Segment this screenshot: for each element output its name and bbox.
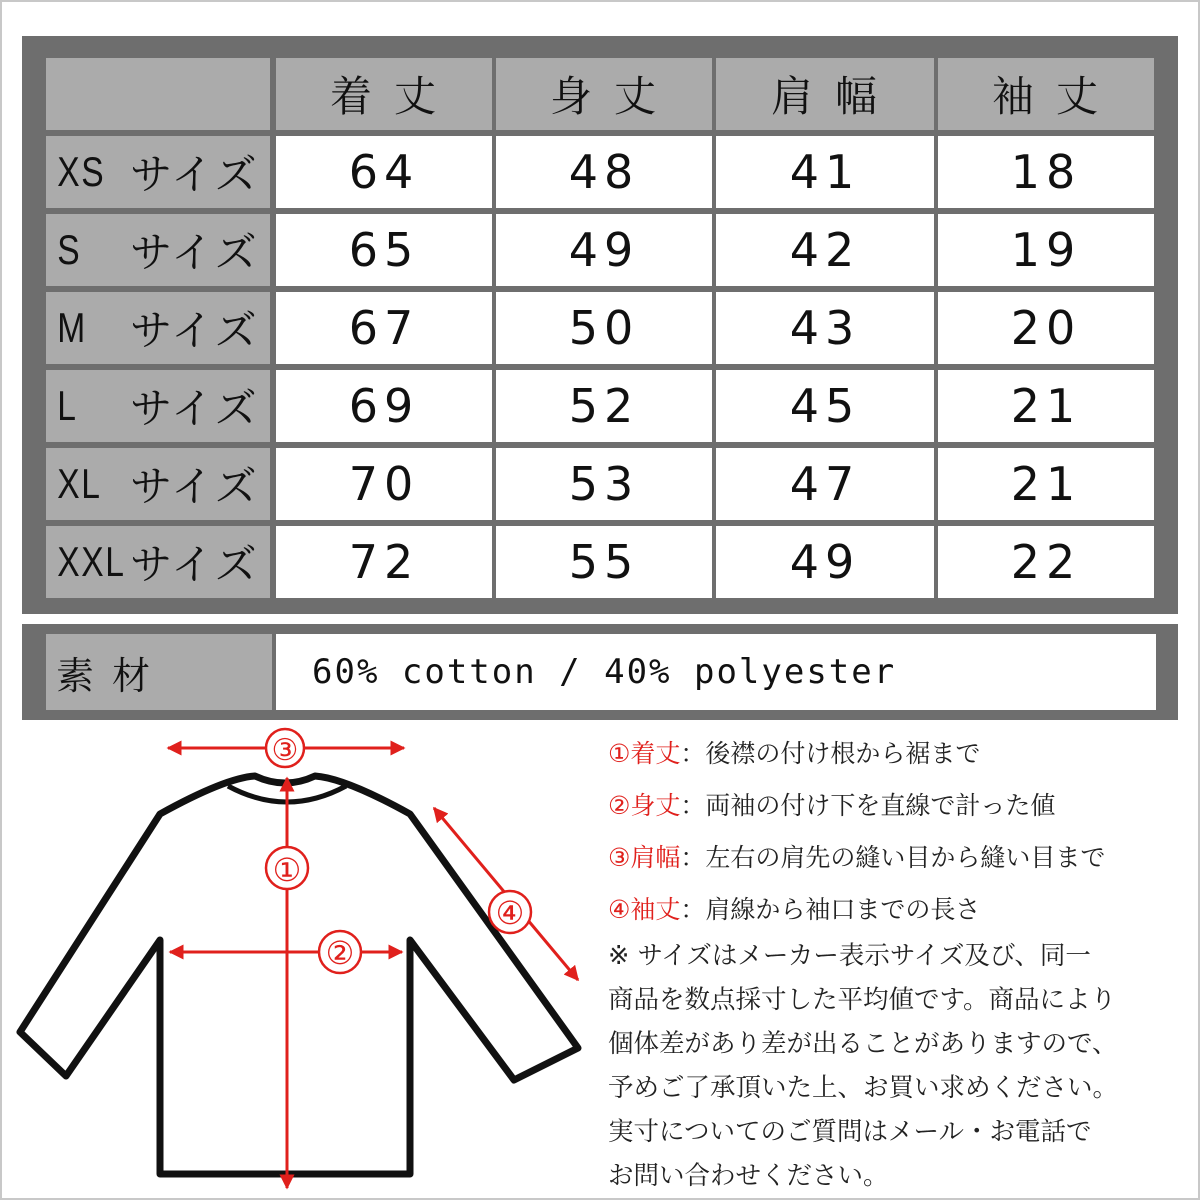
table-cell: 41 [716,136,934,208]
table-cell: 47 [716,448,934,520]
size-suffix: サイズ [130,306,259,355]
size-code: XL [57,460,102,507]
table-cell: 72 [276,526,492,598]
table-cell: 52 [496,370,712,442]
table-cell: 64 [276,136,492,208]
row-label-xs [46,136,270,208]
definition-shoulder-width [608,838,1105,874]
definition-tag: ③肩幅 [608,843,681,872]
material-value: 60% cotton / 40% polyester [276,634,1156,710]
garment-diagram [0,726,600,1200]
table-cell: 48 [496,136,712,208]
table-cell: 70 [276,448,492,520]
definition-sleeve-length [608,890,980,926]
definition-text: ：両袖の付け下を直線で計った値 [680,791,1056,820]
size-code: XS [57,148,106,195]
table-cell: 20 [938,292,1154,364]
remark-line: 個体差があり差が出ることがありますので、 [608,1029,1118,1059]
header-length: 着丈 [276,58,492,130]
size-suffix: サイズ [130,384,259,433]
table-cell: 49 [496,214,712,286]
definition-tag: ①着丈 [608,739,681,768]
marker-4: ④ [495,894,525,932]
table-cell: 50 [496,292,712,364]
size-code: L [57,382,78,429]
row-label-m [46,292,270,364]
marker-3: ③ [271,733,299,768]
table-cell: 18 [938,136,1154,208]
size-suffix: サイズ [130,540,259,589]
row-label-s [46,214,270,286]
table-cell: 55 [496,526,712,598]
table-cell: 45 [716,370,934,442]
row-label-l [46,370,270,442]
table-cell: 19 [938,214,1154,286]
definition-body-width [608,786,1055,822]
material-label: 素材 [46,634,272,710]
definition-tag: ④袖丈 [608,895,681,924]
size-suffix: サイズ [130,228,259,277]
table-cell: 43 [716,292,934,364]
table-cell: 22 [938,526,1154,598]
size-table [22,36,1178,614]
size-suffix: サイズ [130,462,259,511]
table-cell: 21 [938,448,1154,520]
header-body-width: 身丈 [496,58,712,130]
definition-tag: ②身丈 [608,791,681,820]
header-shoulder-width: 肩幅 [716,58,934,130]
definition-text: ：肩線から袖口までの長さ [680,895,981,924]
size-code: XXL [57,538,126,585]
definition-length [608,734,980,770]
sweater-outline [20,776,578,1174]
definition-text: ：左右の肩先の縫い目から縫い目まで [680,843,1106,872]
size-suffix: サイズ [130,150,259,199]
remark-line: 実寸についてのご質問はメール・お電話で [608,1117,1092,1147]
size-code: S [57,226,82,273]
row-label-xxl [46,526,270,598]
definition-text: ：後襟の付け根から裾まで [680,739,981,768]
table-cell: 69 [276,370,492,442]
table-cell: 21 [938,370,1154,442]
marker-2: ② [325,934,355,972]
material-section [22,624,1178,720]
table-cell: 53 [496,448,712,520]
table-corner-cell [46,58,270,130]
marker-1: ① [272,851,302,889]
size-code: M [57,304,87,351]
table-cell: 49 [716,526,934,598]
table-cell: 67 [276,292,492,364]
table-cell: 42 [716,214,934,286]
remark-line: ※ サイズはメーカー表示サイズ及び、同一 [608,941,1091,971]
remark-line: 商品を数点採寸した平均値です。商品により [608,985,1116,1015]
remark-line: お問い合わせください。 [608,1161,889,1191]
table-cell: 65 [276,214,492,286]
row-label-xl [46,448,270,520]
remark-line: 予めご了承頂いた上、お買い求めください。 [608,1073,1119,1103]
header-sleeve-length: 袖丈 [938,58,1154,130]
